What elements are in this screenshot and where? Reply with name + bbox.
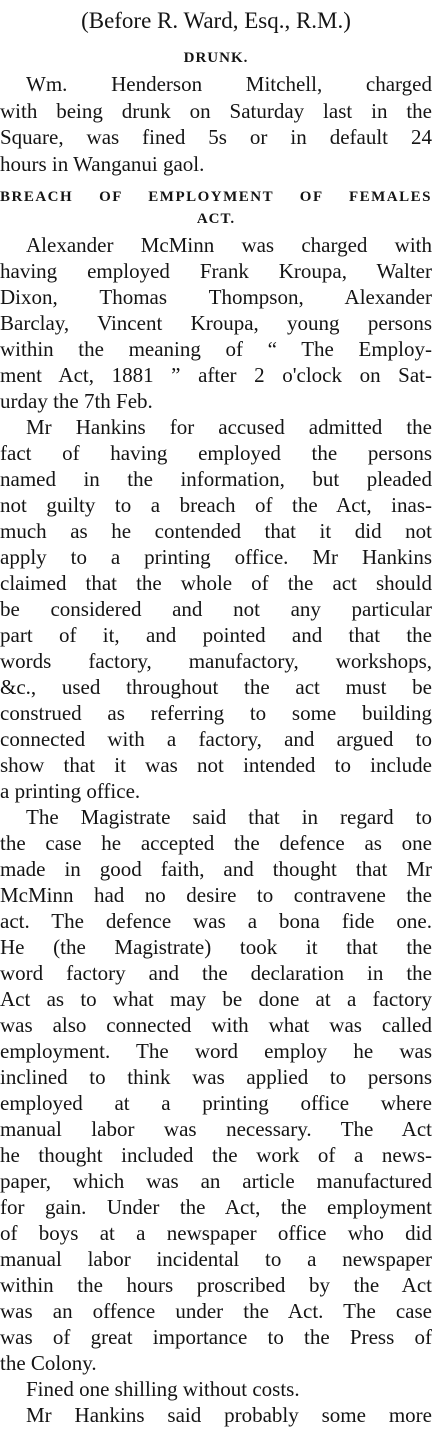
paragraph-line: a printing office. — [0, 779, 141, 803]
paragraph-line: McMinn had no desire to contravene the — [0, 883, 432, 907]
paragraph-line: apply to a printing office. Mr Hankins — [0, 545, 432, 569]
paragraph-line: hours in Wanganui gaol. — [0, 152, 205, 176]
paragraph-line: with being drunk on Saturday last in the — [0, 99, 432, 123]
paragraph-line: &c., used throughout the act must be — [0, 675, 432, 699]
paragraph-line: for gain. Under the Act, the employment — [0, 1195, 432, 1219]
paragraph-line: word factory and the declaration in the — [0, 961, 432, 985]
paragraph-line: ment Act, 1881 ” after 2 o'clock on Sat- — [0, 363, 432, 387]
paragraph-line: claimed that the whole of the act should — [0, 571, 432, 595]
paragraph-line: manual labor was necessary. The Act — [0, 1117, 432, 1141]
paragraph-line: urday the 7th Feb. — [0, 389, 153, 413]
paragraph-line: fact of having employed the persons — [0, 441, 432, 465]
section-heading-drunk: DRUNK. — [183, 50, 249, 66]
paragraph-line: paper, which was an article manufactured — [0, 1169, 432, 1193]
paragraph-line: construed as referring to some building — [0, 701, 432, 725]
paragraph-line: be considered and not any particular — [0, 597, 432, 621]
paragraph-line: act. The defence was a bona fide one. — [0, 909, 432, 933]
paragraph-line: employed at a printing office where — [0, 1091, 432, 1115]
paragraph-line: connected with a factory, and argued to — [0, 727, 432, 751]
paragraph-line: Fined one shilling without costs. — [26, 1377, 300, 1401]
section-heading-breach: BREACH OF EMPLOYMENT OF FEMALES — [0, 189, 432, 205]
paragraph-line: the case he accepted the defence as one — [0, 831, 432, 855]
paragraph-line: much as he contended that it did not — [0, 519, 432, 543]
paragraph-line: Square, was fined 5s or in default 24 — [0, 125, 432, 149]
paragraph-line: was an offence under the Act. The case — [0, 1299, 432, 1323]
paragraph-line: The Magistrate said that in regard to — [26, 805, 432, 829]
paragraph-line: having employed Frank Kroupa, Walter — [0, 259, 432, 283]
paragraph-line: show that it was not intended to include — [0, 753, 432, 777]
paragraph-line: the Colony. — [0, 1351, 97, 1375]
court-heading: (Before R. Ward, Esq., R.M.) — [81, 8, 351, 33]
paragraph-line: part of it, and pointed and that the — [0, 623, 432, 647]
paragraph-line: within the meaning of “ The Employ- — [0, 337, 432, 361]
paragraph-line: Mr Hankins said probably some more — [26, 1403, 432, 1427]
paragraph-line: He (the Magistrate) took it that the — [0, 935, 432, 959]
paragraph-line: words factory, manufactory, workshops, — [0, 649, 432, 673]
paragraph-line: within the hours proscribed by the Act — [0, 1273, 432, 1297]
section-heading-breach-act: ACT. — [196, 211, 236, 227]
paragraph-line: made in good faith, and thought that Mr — [0, 857, 432, 881]
paragraph-line: he thought included the work of a news- — [0, 1143, 432, 1167]
paragraph-line: was also connected with what was called — [0, 1013, 432, 1037]
paragraph-line: was of great importance to the Press of — [0, 1325, 432, 1349]
paragraph-line: Alexander McMinn was charged with — [26, 233, 432, 257]
paragraph-line: Barclay, Vincent Kroupa, young persons — [0, 311, 432, 335]
paragraph-line: employment. The word employ he was — [0, 1039, 432, 1063]
paragraph-line: Dixon, Thomas Thompson, Alexander — [0, 285, 432, 309]
paragraph-line: named in the information, but pleaded — [0, 467, 432, 491]
paragraph-line: Wm. Henderson Mitchell, charged — [26, 72, 432, 96]
paragraph-line: not guilty to a breach of the Act, inas- — [0, 493, 432, 517]
paragraph-line: inclined to think was applied to persons — [0, 1065, 432, 1089]
paragraph-line: of boys at a newspaper office who did — [0, 1221, 432, 1245]
paragraph-line: Mr Hankins for accused admitted the — [26, 415, 432, 439]
paragraph-line: manual labor incidental to a newspaper — [0, 1247, 432, 1271]
paragraph-line: Act as to what may be done at a factory — [0, 987, 432, 1011]
